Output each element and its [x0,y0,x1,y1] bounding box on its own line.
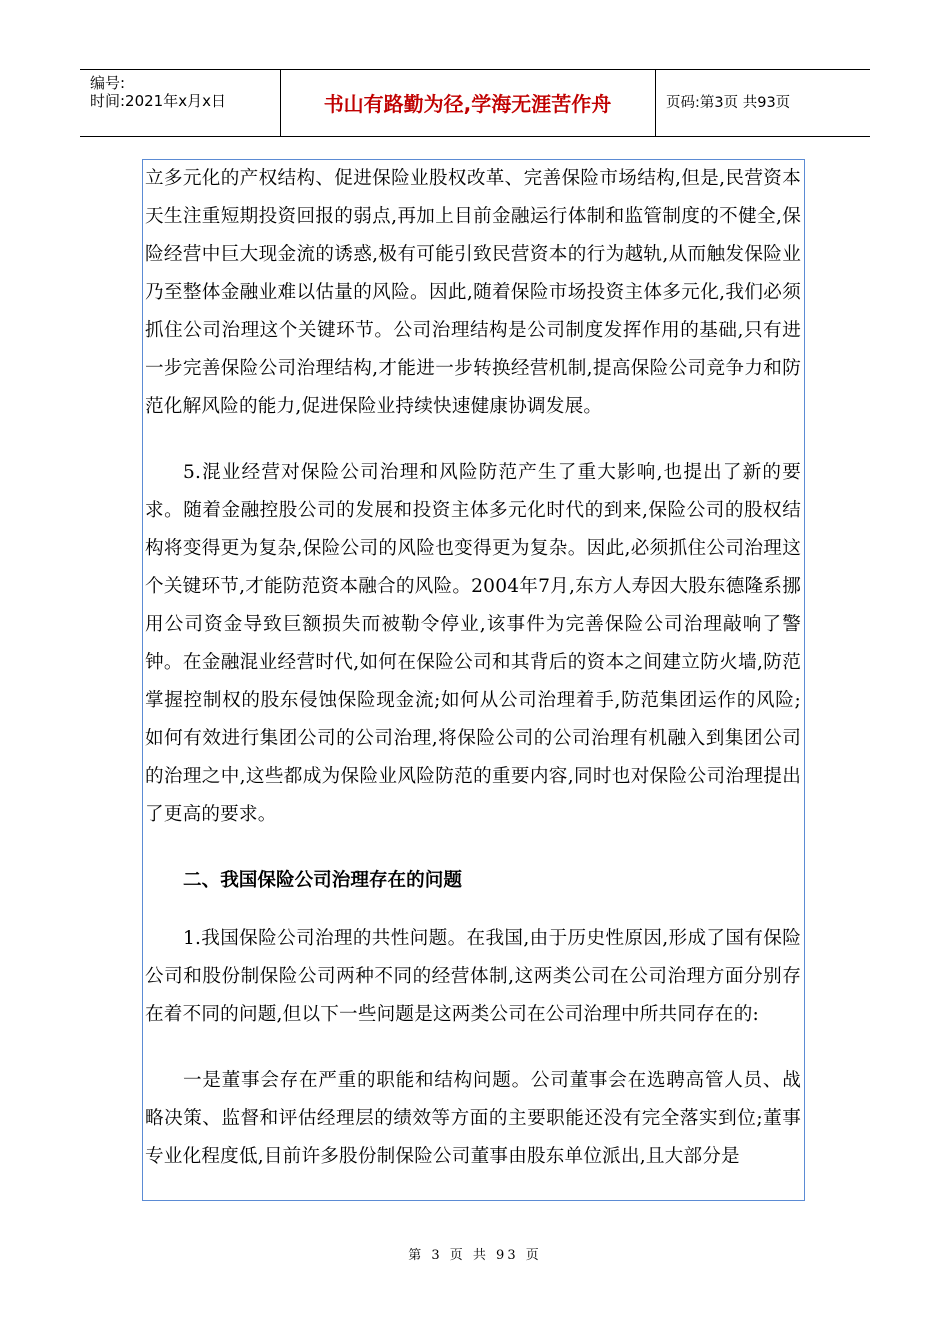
document-number-label: 编号: [90,74,126,92]
header-motto: 书山有路勤为径,学海无涯苦作舟 [323,92,612,116]
paragraph-common-problems: 1.我国保险公司治理的共性问题。在我国,由于历史性原因,形成了国有保险公司和股份制保险公司两种不同的经营体制,这两类公司在公司治理方面分别存在着不同的问题,但以下一些问题是这两类公司在公司治理中所共同存在的: [145,928,801,1025]
header-meta-cell [80,70,281,136]
content-body [145,160,801,1176]
paragraph-mixed-operation: 5.混业经营对保险公司治理和风险防范产生了重大影响,也提出了新的要求。随着金融控股公司的发展和投资主体多元化时代的到来,保险公司的股权结构将变得更为复杂,保险公司的风险也变得更为复杂。因此,必须抓住公司治理这个关键环节,才能防范资本融合的风险。2004年7月,东方人寿因大股东德隆系挪用公司资金导致巨额损失而被勒令停业,该事件为完善保险公司治理敲响了警钟。在金融混业经营时代,如何在保险公司和其背后的资本之间建立防火墙,防范掌握控制权的股东侵蚀保险现金流;如何从公司治理着手,防范集团运作的风险;如何有效进行集团公司的公司治理,将保险公司的公司治理有机融入到集团公司的治理之中,这些都成为保险业风险防范的重要内容,同时也对保险公司治理提出了更高的要求。 [145,462,801,825]
document-time-label: 时间:2021年x月x日 [90,92,226,110]
page-footer: 第 3 页 共 93 页 [408,1248,542,1263]
content-frame [142,159,805,1201]
paragraph-board-issues: 一是董事会存在严重的职能和结构问题。公司董事会在选聘高管人员、战略决策、监督和评估经理层的绩效等方面的主要职能还没有完全落实到位;董事专业化程度低,目前许多股份制保险公司董事由股东单位派出,且大部分是 [145,1070,801,1167]
document-header [80,69,870,137]
header-motto-cell [280,70,656,136]
paragraph-continued: 立多元化的产权结构、促进保险业股权改革、完善保险市场结构,但是,民营资本天生注重短期投资回报的弱点,再加上目前金融运行体制和监管制度的不健全,保险经营中巨大现金流的诱惑,极有可能引致民营资本的行为越轨,从而触发保险业乃至整体金融业难以估量的风险。因此,随着保险市场投资主体多元化,我们必须抓住公司治理这个关键环节。公司治理结构是公司制度发挥作用的基础,只有进一步完善保险公司治理结构,才能进一步转换经营机制,提高保险公司竞争力和防范化解风险的能力,促进保险业持续快速健康协调发展。 [145,168,801,417]
section-heading: 二、我国保险公司治理存在的问题 [183,870,462,891]
header-page-cell [656,70,870,136]
header-page-info: 页码:第3页 共93页 [666,95,791,111]
